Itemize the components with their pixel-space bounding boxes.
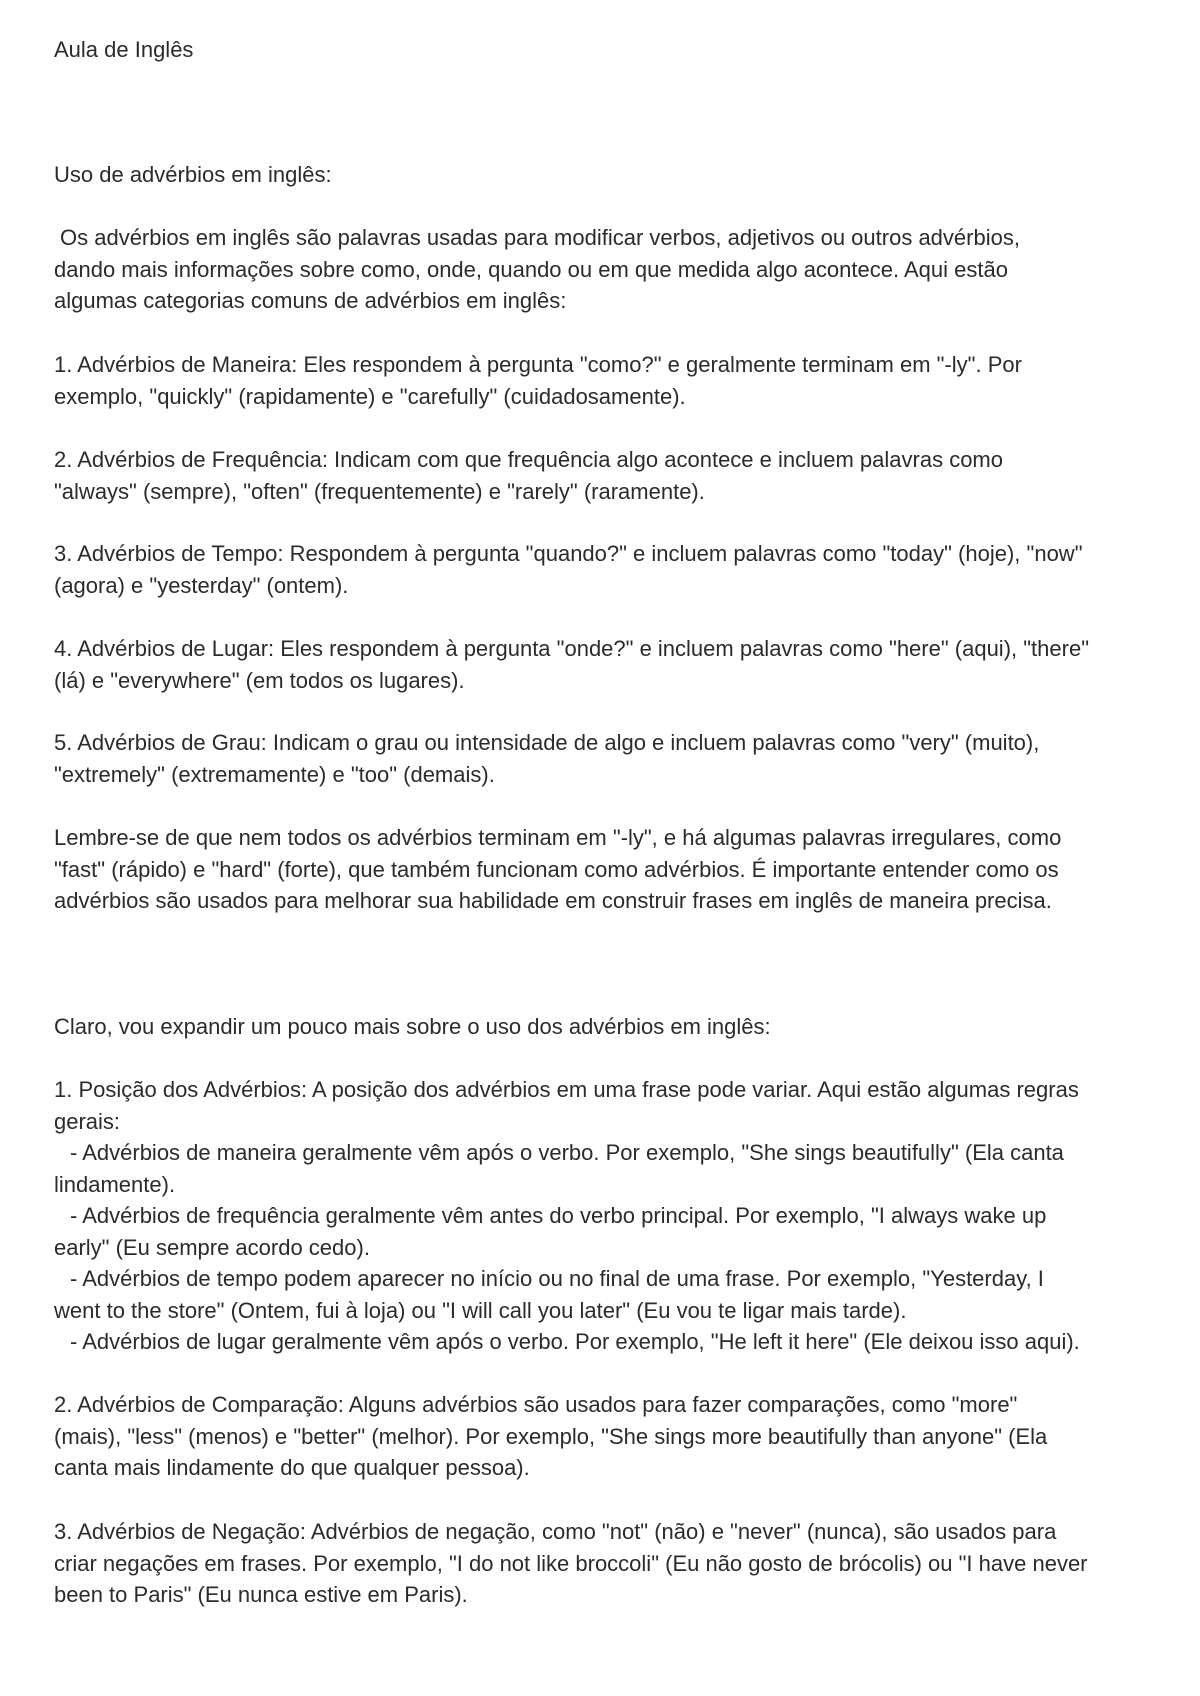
closing-line: Lembre-se de que nem todos os advérbios terminam em "-ly", e há algumas palavras irregulares, como [54, 825, 1062, 850]
section-1-heading [54, 159, 1154, 191]
item-line: (mais), "less" (menos) e "better" (melhor). Por exemplo, "She sings more beautifully than anyone" (Ela [54, 1423, 1048, 1449]
item-line: 3. Advérbios de Negação: Advérbios de negação, como "not" (não) e "never" (nunca), são usados para [54, 1519, 1057, 1544]
item-comparison [54, 1389, 1154, 1484]
intro-line: Os advérbios em inglês são palavras usadas para modificar verbos, adjetivos ou outros advérbios, [60, 225, 1020, 250]
intro-paragraph [54, 222, 1154, 317]
closing-paragraph [54, 822, 1154, 917]
item-line: (lá) e "everywhere" (em todos os lugares). [54, 667, 465, 693]
item-degree [54, 727, 1154, 790]
document-title: Aula de Inglês [54, 37, 194, 62]
closing-line: "fast" (rápido) e "hard" (forte), que também funcionam como advérbios. É importante entender como os [54, 856, 1059, 882]
item-line: (agora) e "yesterday" (ontem). [54, 572, 349, 598]
item-line: criar negações em frases. Por exemplo, "I do not like broccoli" (Eu não gosto de brócolis) ou "I have never [54, 1550, 1088, 1576]
item-line: 2. Advérbios de Frequência: Indicam com que frequência algo acontece e incluem palavras como [54, 447, 1003, 472]
closing-line: advérbios são usados para melhorar sua habilidade em construir frases em inglês de maneira precisa. [54, 888, 1052, 913]
item-line: 3. Advérbios de Tempo: Respondem à pergunta "quando?" e incluem palavras como "today" (hoje), "now" [54, 541, 1083, 566]
item-line: 5. Advérbios de Grau: Indicam o grau ou intensidade de algo e incluem palavras como "very" (muito), [54, 730, 1040, 755]
item-place [54, 633, 1154, 696]
intro-line: algumas categorias comuns de advérbios em inglês: [54, 288, 567, 313]
heading-text: Claro, vou expandir um pouco mais sobre o uso dos advérbios em inglês: [54, 1014, 771, 1039]
item-line: 2. Advérbios de Comparação: Alguns advérbios são usados para fazer comparações, como "more" [54, 1392, 1018, 1417]
item-line: 1. Posição dos Advérbios: A posição dos advérbios em uma frase pode variar. Aqui estão algumas regras [54, 1077, 1079, 1102]
item-line: been to Paris" (Eu nunca estive em Paris). [54, 1582, 468, 1607]
bullet-line: - Advérbios de tempo podem aparecer no início ou no final de uma frase. Por exemplo, "Yesterday, I [70, 1266, 1044, 1291]
item-line: exemplo, "quickly" (rapidamente) e "carefully" (cuidadosamente). [54, 383, 686, 409]
item-manner [54, 349, 1154, 412]
bullet-line: - Advérbios de maneira geralmente vêm após o verbo. Por exemplo, "She sings beautifully" (Ela canta [70, 1140, 1064, 1165]
item-line: 4. Advérbios de Lugar: Eles respondem à pergunta "onde?" e incluem palavras como "here" (aqui), "there" [54, 636, 1090, 661]
item-frequency [54, 444, 1154, 507]
bullet-line: early" (Eu sempre acordo cedo). [54, 1234, 370, 1260]
section-2-heading [54, 1011, 1154, 1043]
item-line: canta mais lindamente do que qualquer pessoa). [54, 1455, 530, 1480]
intro-line: dando mais informações sobre como, onde, quando ou em que medida algo acontece. Aqui estão [54, 256, 1008, 282]
item-time [54, 538, 1154, 601]
item-line: 1. Advérbios de Maneira: Eles respondem à pergunta "como?" e geralmente terminam em "-ly". Por [54, 352, 1022, 377]
bullet-line: - Advérbios de frequência geralmente vêm antes do verbo principal. Por exemplo, "I always wake up [70, 1203, 1047, 1228]
item-line: "extremely" (extremamente) e "too" (demais). [54, 761, 495, 787]
item-negation [54, 1516, 1154, 1611]
bullet-line: went to the store" (Ontem, fui à loja) ou "I will call you later" (Eu vou te ligar mais tarde). [54, 1297, 907, 1323]
heading-text: Uso de advérbios em inglês: [54, 162, 332, 187]
item-line: "always" (sempre), "often" (frequentemente) e "rarely" (raramente). [54, 478, 705, 504]
item-position [54, 1074, 1154, 1358]
bullet-line: lindamente). [54, 1171, 176, 1197]
item-line: gerais: [54, 1108, 121, 1134]
bullet-line: - Advérbios de lugar geralmente vêm após o verbo. Por exemplo, "He left it here" (Ele deixou isso aqui). [70, 1329, 1080, 1354]
